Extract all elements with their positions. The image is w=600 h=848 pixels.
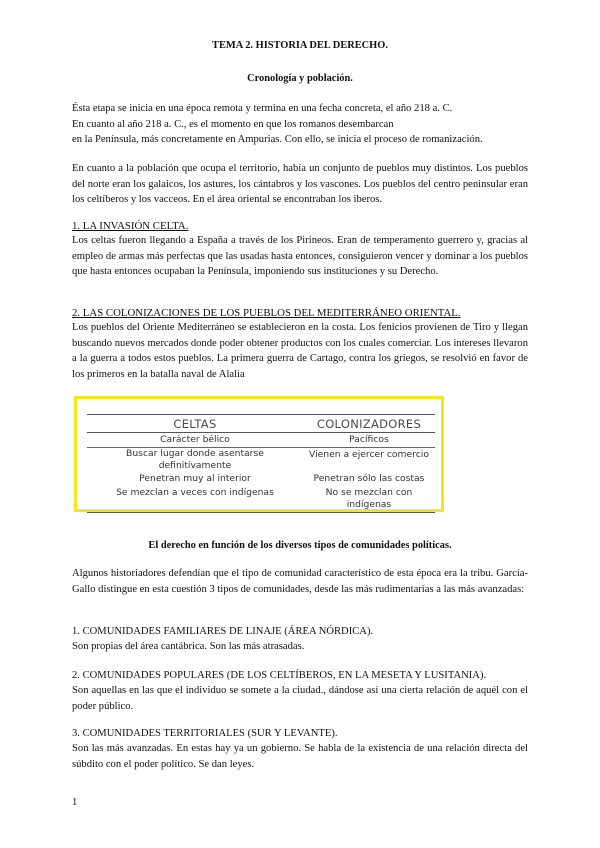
table-cell: No se mezclan con indígenas	[303, 486, 435, 513]
paragraph-communities-intro: Algunos historiadores defendían que el tipo de comunidad característico de esta época era la tribu. García-Gallo distingue en esta cuestión 3 tipos de comunidades, desde las más rudimentarias a las más avanzadas:	[72, 568, 528, 595]
community-heading-2	[72, 668, 528, 684]
table-header-colonizadores: COLONIZADORES	[303, 415, 435, 433]
paragraph-celtic-invasion: Los celtas fueron llegando a España a través de los Pirineos. Eran de temperamento guerrero y, gracias al empleo de armas más perfectas que las usadas hasta entonces, consiguieron vencer y dominar a los pueblos que hasta entonces ocupaban la Península, imponiendo sus instituciones y su Derecho.	[72, 235, 528, 277]
heading-mediterranean-colonization: 2. LAS COLONIZACIONES DE LOS PUEBLOS DEL MEDITERRÁNEO ORIENTAL.	[72, 307, 461, 319]
paragraph-mediterranean-colonization: Los pueblos del Oriente Mediterráneo se establecieron en la costa. Los fenicios provienen de Tiro y llegan buscando nuevos mercados donde poder obtener productos con los cuales comerciar. Los intereses llevaron a la guerra a todos estos pueblos. La primera guerra de Cartago, contra los griegos, se resolvió en favor de los primeros en la batalla naval de Alalia	[72, 322, 528, 380]
community-text-1: Son propias del área cantábrica. Son las más atrasadas.	[72, 641, 305, 652]
community-number: 3.	[72, 728, 83, 739]
paragraph-intro	[72, 101, 528, 148]
paragraph-population: En cuanto a la población que ocupa el territorio, había un conjunto de pueblos muy distintos. Los pueblos del norte eran los galaicos, los astures, los cántabros y los vascones. Los pueblos del centro peninsular eran los celtíberos y los vacceos. En el área oriental se encontraban los iberos.	[72, 163, 528, 205]
table-row	[87, 448, 435, 473]
table-row	[87, 486, 435, 513]
table-cell: Penetran muy al interior	[139, 473, 251, 484]
page-number: 1	[72, 797, 78, 808]
table-header-celtas: CELTAS	[87, 415, 303, 433]
table-cell: Pacíficos	[303, 433, 435, 448]
community-title: COMUNIDADES FAMILIARES DE LINAJE (ÁREA NÓRDICA).	[82, 626, 374, 637]
table-cell: Vienen a ejercer comercio	[308, 449, 429, 460]
community-number: 2.	[72, 670, 83, 681]
intro-line-2: En cuanto al año 218 a. C., es el momento en que los romanos desembarcan	[72, 118, 394, 130]
community-heading-3	[72, 726, 528, 742]
section-subtitle-chronology: Cronología y población.	[247, 73, 353, 84]
community-text-3: Son las más avanzadas. En estas hay ya un gobierno. Se habla de la existencia de una relación directa del súbdito con el poder político. Se dan leyes.	[72, 743, 528, 770]
community-heading-1	[72, 624, 528, 640]
community-text-2: Son aquellas en las que el individuo se somete a la ciudad., dándose así una cierta relación de aquél con el poder público.	[72, 685, 528, 712]
document-title: TEMA 2. HISTORIA DEL DERECHO.	[212, 40, 388, 51]
intro-line-3: en la Península, más concretamente en Ampurias. Con ello, se inicia el proceso de romanización.	[72, 134, 483, 145]
table-cell: Penetran sólo las costas	[313, 473, 425, 484]
section-subtitle-communities: El derecho en función de los diversos tipos de comunidades políticas.	[148, 540, 452, 551]
table-cell: Se mezclan a veces con indígenas	[87, 486, 303, 513]
table-row	[87, 472, 435, 486]
community-title: COMUNIDADES POPULARES (DE LOS CELTÍBEROS, EN LA MESETA Y LUSITANIA).	[82, 670, 487, 681]
comparison-table-box	[74, 396, 444, 512]
heading-celtic-invasion: 1. LA INVASIÓN CELTA.	[72, 220, 189, 232]
intro-line-1: Ésta etapa se inicia en una época remota y termina en una fecha concreta, el año 218 a. C.	[72, 103, 453, 114]
community-number: 1.	[72, 626, 83, 637]
community-title: COMUNIDADES TERRITORIALES (SUR Y LEVANTE).	[82, 728, 338, 739]
table-cell: Carácter bélico	[87, 433, 303, 448]
table-row	[87, 433, 435, 448]
table-cell: Buscar lugar donde asentarse definitivamente	[126, 448, 264, 471]
comparison-table	[87, 414, 435, 513]
